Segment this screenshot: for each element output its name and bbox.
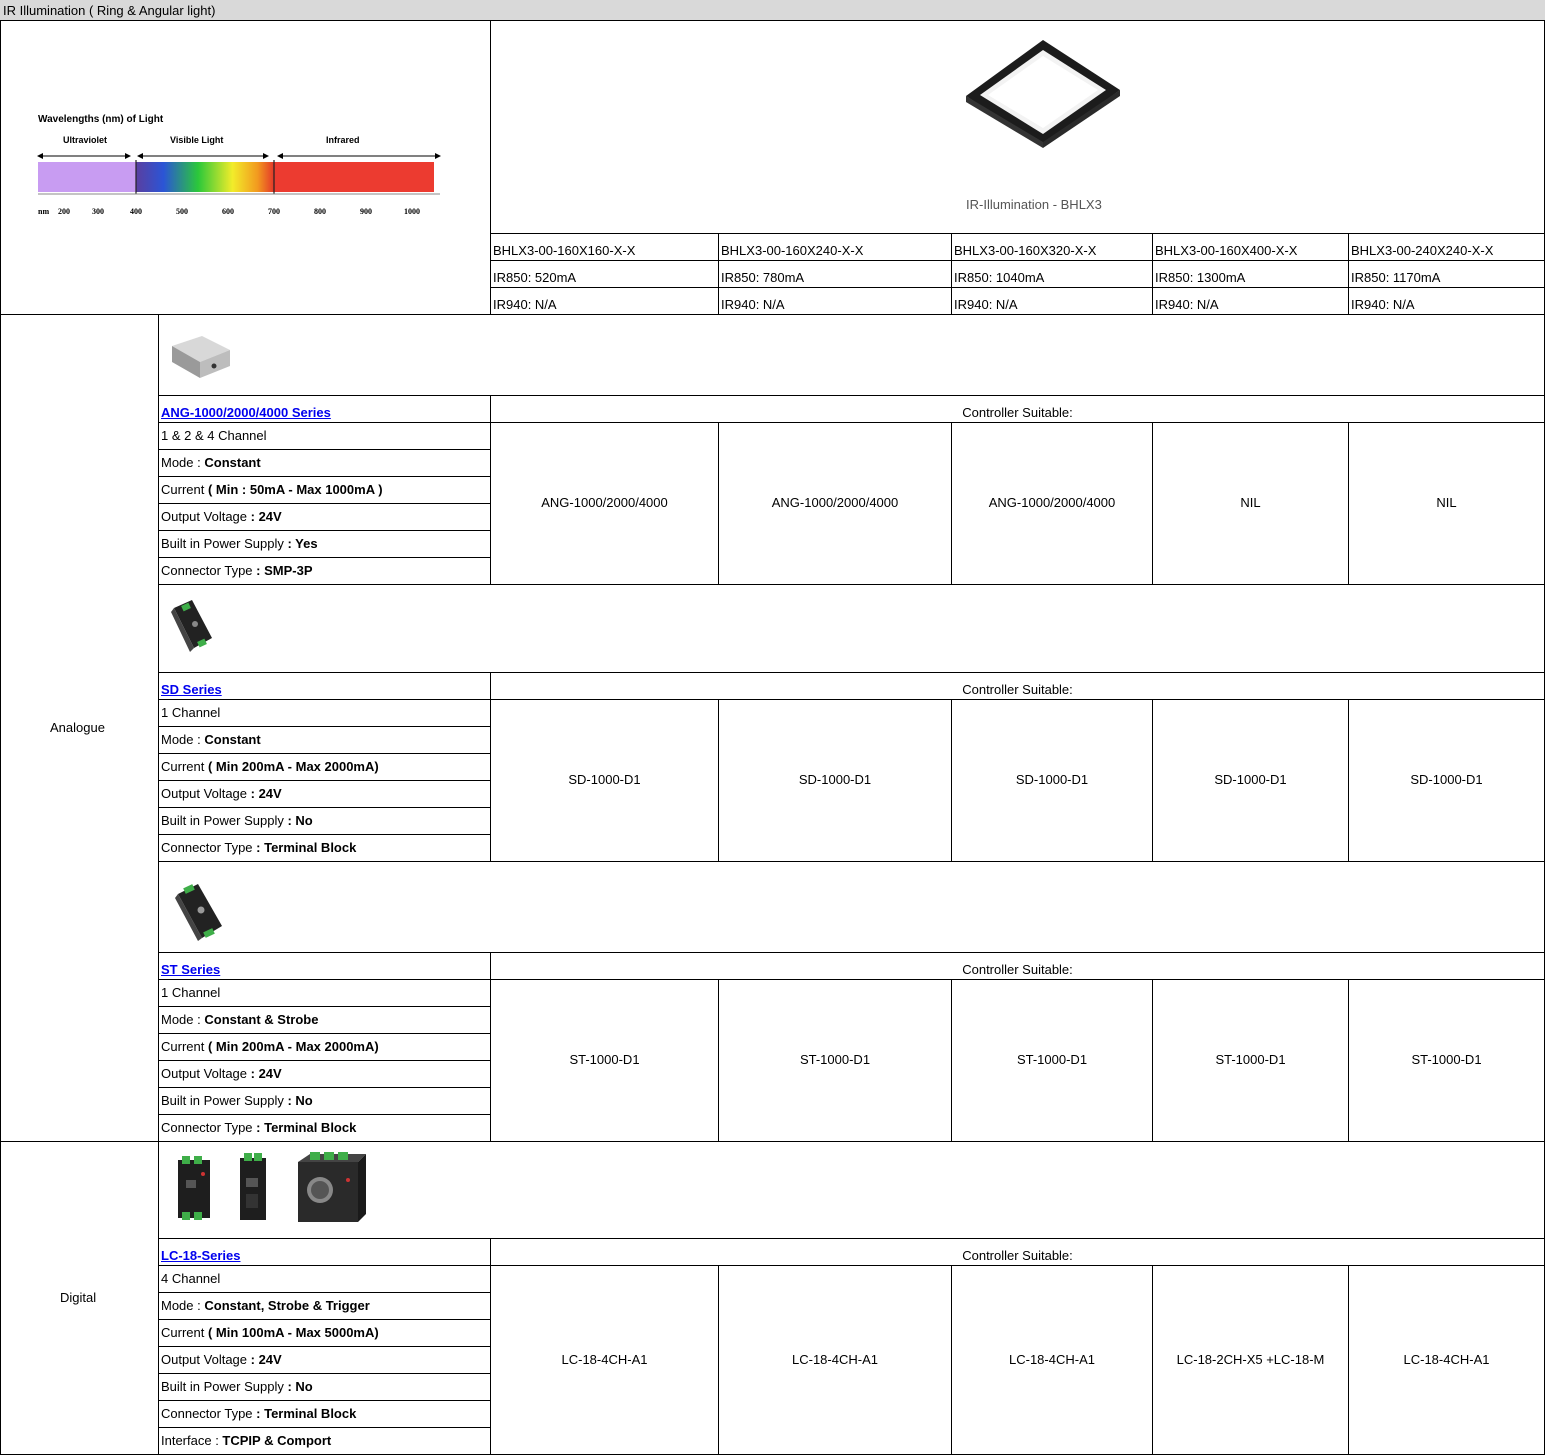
grid-line — [1152, 979, 1153, 1141]
grid-line — [490, 233, 1545, 234]
controller-lc18-2: LC-18-4CH-A1 — [792, 1352, 878, 1367]
grid-line — [158, 530, 490, 531]
spec-ang-power: Built in Power Supply : Yes — [161, 536, 318, 551]
controller-lc18-1: LC-18-4CH-A1 — [561, 1352, 648, 1367]
controller-lc18-5: LC-18-4CH-A1 — [1403, 1352, 1490, 1367]
tick-400: 400 — [130, 207, 142, 216]
spec-ang-mode: Mode : Constant — [161, 455, 261, 470]
grid-line — [490, 395, 491, 584]
grid-line — [158, 584, 1545, 585]
grid-line — [158, 979, 1545, 980]
grid-line — [1152, 1265, 1153, 1455]
controller-image-lc18 — [170, 1150, 370, 1230]
ir940-2: IR940: N/A — [721, 297, 785, 312]
spec-sd-channel: 1 Channel — [161, 705, 221, 720]
title-bar — [0, 0, 1545, 21]
controller-st-5: ST-1000-D1 — [1411, 1052, 1482, 1067]
spec-lc18-power: Built in Power Supply : No — [161, 1379, 313, 1394]
controller-image-sd — [168, 598, 218, 654]
spec-sd-voltage: Output Voltage : 24V — [161, 786, 282, 801]
grid-line — [158, 476, 490, 477]
spec-lc18-interface: Interface : TCPIP & Comport — [161, 1433, 332, 1448]
ir940-3: IR940: N/A — [954, 297, 1018, 312]
ir940-1: IR940: N/A — [493, 297, 557, 312]
grid-line — [718, 1265, 719, 1455]
grid-line — [718, 979, 719, 1141]
controller-ang-5: NIL — [1436, 495, 1457, 510]
spec-ang-connector: Connector Type : SMP-3P — [161, 563, 313, 578]
grid-line — [0, 20, 1, 1455]
grid-line — [158, 1319, 490, 1320]
grid-line — [158, 699, 1545, 700]
spec-lc18-current: Current ( Min 100mA - Max 5000mA) — [161, 1325, 379, 1340]
model-1: BHLX3-00-160X160-X-X — [493, 243, 636, 258]
spec-lc18-voltage: Output Voltage : 24V — [161, 1352, 282, 1367]
tick-600: 600 — [222, 207, 234, 216]
band-label-visible: Visible Light — [170, 135, 224, 145]
tick-700: 700 — [268, 207, 280, 216]
grid-line — [718, 233, 719, 314]
controller-ang-4: NIL — [1240, 495, 1261, 510]
spec-lc18-mode: Mode : Constant, Strobe & Trigger — [161, 1298, 370, 1313]
grid-line — [1348, 1265, 1349, 1455]
wavelength-diagram — [30, 105, 450, 225]
band-label-uv: Ultraviolet — [63, 135, 108, 145]
spec-sd-current: Current ( Min 200mA - Max 2000mA) — [161, 759, 379, 774]
grid-line — [0, 20, 1545, 21]
grid-line — [490, 260, 1545, 261]
grid-line — [158, 1373, 490, 1374]
controller-lc18-3: LC-18-4CH-A1 — [1009, 1352, 1095, 1367]
grid-line — [158, 1087, 490, 1088]
grid-line — [490, 20, 491, 314]
grid-line — [1348, 233, 1349, 314]
controller-sd-2: SD-1000-D1 — [798, 772, 872, 787]
tick-500: 500 — [176, 207, 188, 216]
ir850-4: IR850: 1300mA — [1155, 270, 1246, 285]
tick-800: 800 — [314, 207, 326, 216]
controller-st-2: ST-1000-D1 — [799, 1052, 871, 1067]
grid-line — [158, 1265, 1545, 1266]
grid-line — [158, 1060, 490, 1061]
controller-suitable-lc18: Controller Suitable: — [962, 1248, 1073, 1263]
grid-line — [1152, 233, 1153, 314]
series-link-sd[interactable]: SD Series — [161, 682, 222, 697]
grid-line — [158, 1346, 490, 1347]
grid-line — [158, 1114, 490, 1115]
controller-st-3: ST-1000-D1 — [1016, 1052, 1088, 1067]
wavelength-spectrum-bar — [30, 149, 450, 209]
grid-line — [158, 807, 490, 808]
grid-line — [490, 1238, 491, 1455]
grid-line — [0, 1141, 1545, 1142]
controller-ang-3: ANG-1000/2000/4000 — [988, 495, 1116, 510]
spec-st-connector: Connector Type : Terminal Block — [161, 1120, 357, 1135]
spec-st-mode: Mode : Constant & Strobe — [161, 1012, 319, 1027]
series-link-ang[interactable]: ANG-1000/2000/4000 Series — [161, 405, 331, 420]
controller-ang-2: ANG-1000/2000/4000 — [771, 495, 899, 510]
grid-line — [158, 672, 1545, 673]
model-2: BHLX3-00-160X240-X-X — [721, 243, 864, 258]
grid-line — [158, 780, 490, 781]
product-caption: IR-Illumination - BHLX3 — [966, 197, 1102, 212]
model-5: BHLX3-00-240X240-X-X — [1351, 243, 1494, 258]
grid-line — [951, 233, 952, 314]
grid-line — [158, 503, 490, 504]
grid-line — [158, 952, 1545, 953]
grid-line — [490, 952, 491, 1141]
spec-lc18-channel: 4 Channel — [161, 1271, 221, 1286]
grid-line — [158, 395, 1545, 396]
ir850-1: IR850: 520mA — [493, 270, 577, 285]
ir850-2: IR850: 780mA — [721, 270, 805, 285]
controller-suitable-ang: Controller Suitable: — [962, 405, 1073, 420]
controller-st-1: ST-1000-D1 — [569, 1052, 640, 1067]
ir940-5: IR940: N/A — [1351, 297, 1415, 312]
model-3: BHLX3-00-160X320-X-X — [954, 243, 1097, 258]
grid-line — [158, 1238, 1545, 1239]
grid-line — [158, 422, 1545, 423]
grid-line — [490, 287, 1545, 288]
ir850-3: IR850: 1040mA — [954, 270, 1045, 285]
controller-sd-4: SD-1000-D1 — [1214, 772, 1287, 787]
grid-line — [490, 672, 491, 861]
controller-image-st — [174, 882, 226, 942]
unit-label: nm — [38, 207, 50, 216]
grid-line — [1348, 422, 1349, 584]
controller-image-ang — [168, 334, 232, 380]
tick-300: 300 — [92, 207, 104, 216]
grid-line — [158, 314, 159, 1455]
product-image-bhlx3 — [958, 38, 1128, 148]
grid-line — [158, 449, 490, 450]
group-label-digital: Digital — [60, 1290, 97, 1305]
band-label-infrared: Infrared — [326, 135, 360, 145]
grid-line — [951, 422, 952, 584]
grid-line — [158, 1033, 490, 1034]
controller-st-4: ST-1000-D1 — [1215, 1052, 1286, 1067]
controller-sd-1: SD-1000-D1 — [568, 772, 641, 787]
grid-line — [158, 861, 1545, 862]
grid-line — [951, 699, 952, 861]
grid-line — [718, 422, 719, 584]
controller-ang-1: ANG-1000/2000/4000 — [541, 495, 668, 510]
controller-suitable-st: Controller Suitable: — [962, 962, 1073, 977]
grid-line — [951, 1265, 952, 1455]
controller-sd-5: SD-1000-D1 — [1410, 772, 1483, 787]
spec-st-current: Current ( Min 200mA - Max 2000mA) — [161, 1039, 379, 1054]
grid-line — [0, 314, 1545, 315]
tick-1000: 1000 — [404, 207, 420, 216]
grid-line — [158, 1006, 490, 1007]
spec-st-channel: 1 Channel — [161, 985, 221, 1000]
ir940-4: IR940: N/A — [1155, 297, 1219, 312]
sheet-title: IR Illumination ( Ring & Angular light) — [3, 3, 216, 18]
grid-line — [158, 834, 490, 835]
grid-line — [1152, 422, 1153, 584]
controller-sd-3: SD-1000-D1 — [1015, 772, 1089, 787]
wavelength-title: Wavelengths (nm) of Light — [38, 114, 164, 125]
grid-line — [158, 726, 490, 727]
grid-line — [1152, 699, 1153, 861]
grid-line — [158, 1292, 490, 1293]
group-label-analogue: Analogue — [50, 720, 105, 735]
spec-sd-connector: Connector Type : Terminal Block — [161, 840, 357, 855]
spec-lc18-connector: Connector Type : Terminal Block — [161, 1406, 357, 1421]
grid-line — [158, 1400, 490, 1401]
spec-ang-current: Current ( Min : 50mA - Max 1000mA ) — [161, 482, 383, 497]
grid-line — [951, 979, 952, 1141]
spec-st-voltage: Output Voltage : 24V — [161, 1066, 282, 1081]
grid-line — [158, 557, 490, 558]
spec-sd-mode: Mode : Constant — [161, 732, 261, 747]
grid-line — [158, 1427, 490, 1428]
grid-line — [718, 699, 719, 861]
spec-sd-power: Built in Power Supply : No — [161, 813, 313, 828]
spec-ang-voltage: Output Voltage : 24V — [161, 509, 282, 524]
model-4: BHLX3-00-160X400-X-X — [1155, 243, 1298, 258]
grid-line — [1348, 979, 1349, 1141]
series-link-st[interactable]: ST Series — [161, 962, 221, 977]
controller-suitable-sd: Controller Suitable: — [962, 682, 1073, 697]
ir850-5: IR850: 1170mA — [1351, 270, 1441, 285]
grid-line — [1348, 699, 1349, 861]
controller-lc18-4: LC-18-2CH-X5 +LC-18-M — [1176, 1352, 1325, 1367]
spec-st-power: Built in Power Supply : No — [161, 1093, 313, 1108]
tick-200: 200 — [58, 207, 70, 216]
series-link-lc18[interactable]: LC-18-Series — [161, 1248, 241, 1263]
grid-line — [158, 753, 490, 754]
tick-900: 900 — [360, 207, 372, 216]
spec-ang-channel: 1 & 2 & 4 Channel — [161, 428, 267, 443]
